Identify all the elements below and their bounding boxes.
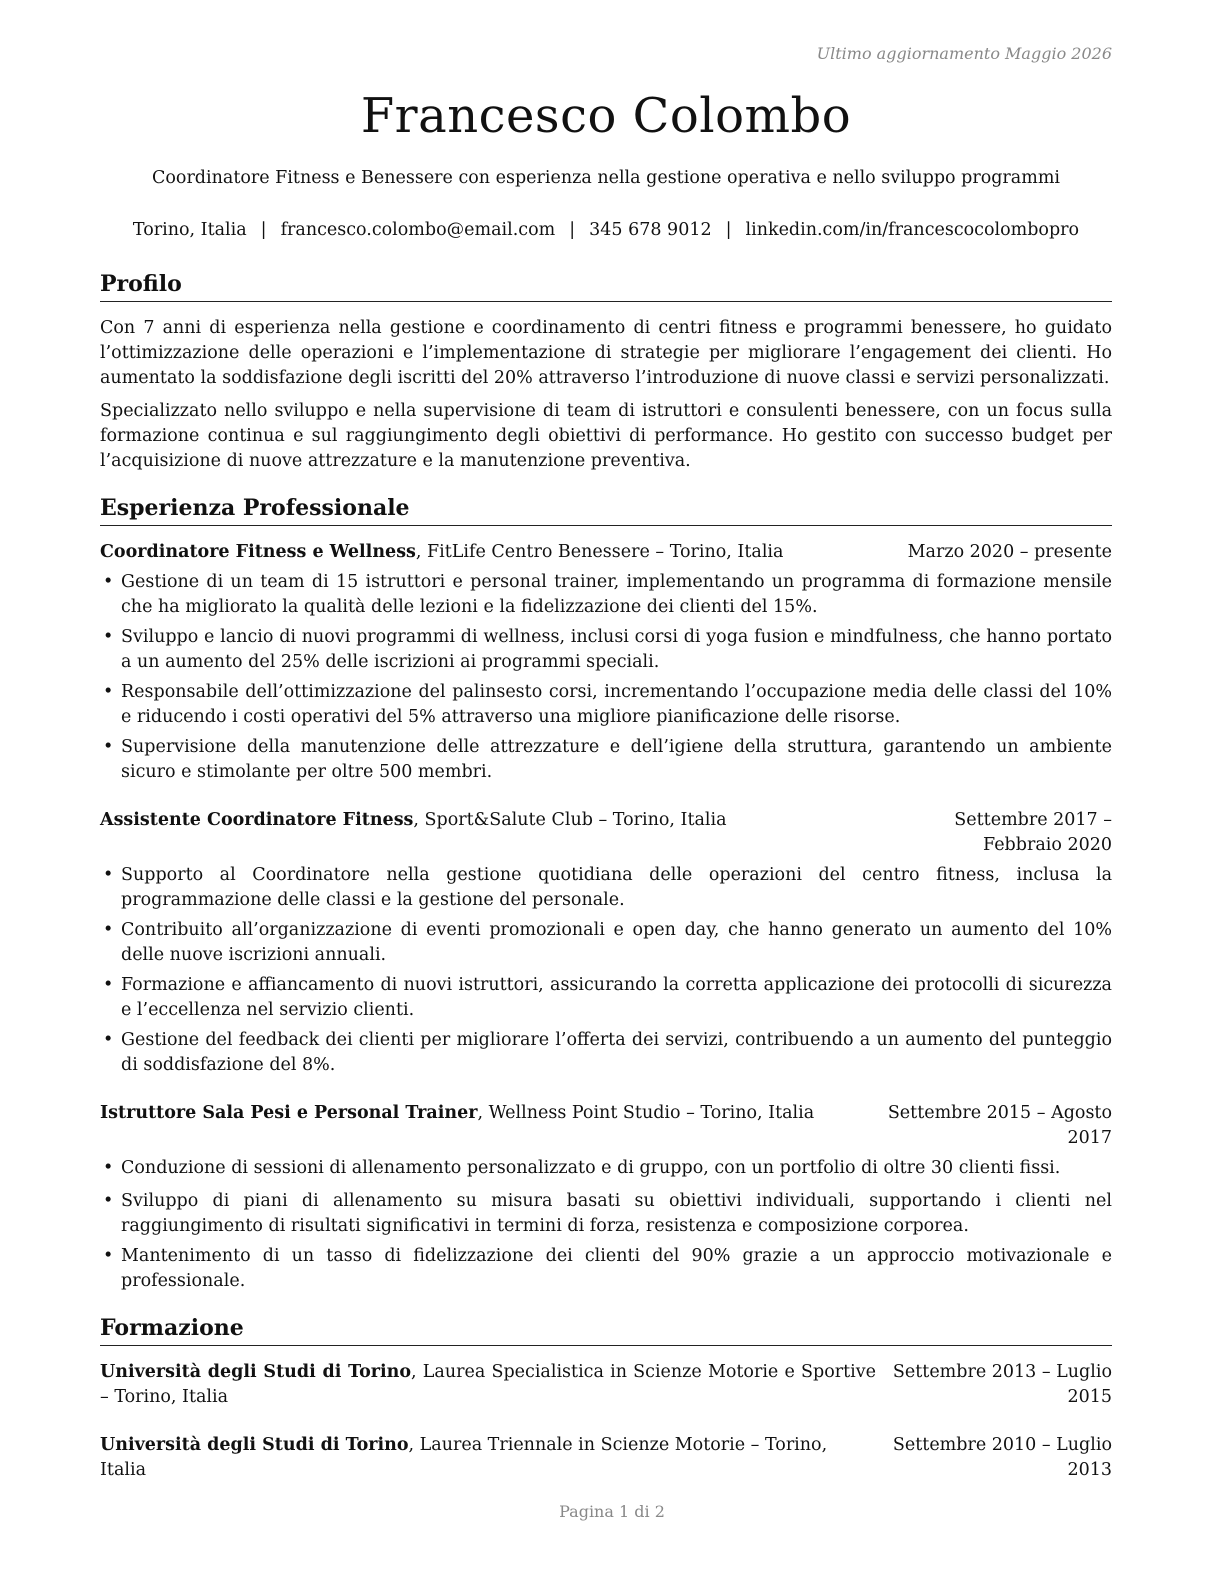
- tagline: Coordinatore Fitness e Benessere con esperienza nella gestione operativa e nello sviluppo programmi: [151, 168, 1061, 188]
- resume-body: [100, 268, 1112, 1483]
- job-bullets: [100, 1156, 1112, 1294]
- section-title-profile: Profilo: [100, 268, 1112, 302]
- job-entry: [100, 540, 1112, 785]
- profile-paragraph: Specializzato nello sviluppo e nella supervisione di team di istruttori e consulenti benessere, con un focus sulla formazione continua e sul raggiungimento degli obiettivi di performance. Ho gestito con successo budget per l’acquisizione di nuove attrezzature e la manutenzione preventiva.: [100, 401, 1112, 471]
- job-bullets: [100, 863, 1112, 1078]
- contact-separator: |: [725, 220, 732, 240]
- candidate-name: Francesco Colombo: [360, 88, 852, 144]
- job-role: Assistente Coordinatore Fitness: [100, 810, 414, 830]
- section-title-education: Formazione: [100, 1312, 1112, 1346]
- page-number: Pagina 1 di 2: [559, 1502, 665, 1521]
- job-bullet: • Mantenimento di un tasso di fidelizzazione dei clienti del 90% grazie a un approccio motivazionale e professionale.: [100, 1244, 1112, 1294]
- job-bullet: • Gestione di un team di 15 istruttori e personal trainer, implementando un programma di formazione mensile che ha migliorato la qualità delle lezioni e la fidelizzazione dei clienti del 15%.: [100, 570, 1112, 620]
- job-bullet: • Contribuito all’organizzazione di eventi promozionali e open day, che hanno generato un aumento del 10% delle nuove iscrizioni annuali.: [100, 918, 1112, 968]
- job-bullet: • Sviluppo di piani di allenamento su misura basati su obiettivi individuali, supportando i clienti nel raggiungimento di risultati significativi in termini di forza, resistenza e composizione corporea.: [100, 1189, 1112, 1239]
- section-title-experience: Esperienza Professionale: [100, 492, 1112, 526]
- job-bullet: • Conduzione di sessioni di allenamento personalizzato e di gruppo, con un portfolio di oltre 30 clienti fissi.: [100, 1156, 1112, 1181]
- education-dates: Settembre 2013 – Luglio 2015: [892, 1362, 1112, 1407]
- contact-separator: |: [569, 220, 576, 240]
- contact-location: Torino, Italia: [132, 220, 247, 240]
- education-degree: , Laurea Specialistica in Scienze Motorie e Sportive – Torino, Italia: [100, 1362, 876, 1407]
- job-header: [100, 1101, 1112, 1151]
- education-degree: , Laurea Triennale in Scienze Motorie – Torino, Italia: [100, 1435, 828, 1480]
- job-org: , FitLife Centro Benessere – Torino, Italia: [415, 542, 784, 562]
- job-role: Coordinatore Fitness e Wellness: [100, 542, 416, 562]
- job-dates: Settembre 2017 – Febbraio 2020: [954, 810, 1112, 855]
- education-school: Università degli Studi di Torino: [100, 1435, 409, 1455]
- contact-line: [100, 220, 1112, 240]
- job-bullet: • Supporto al Coordinatore nella gestione quotidiana delle operazioni del centro fitness, inclusa la programmazione delle classi e la gestione del personale.: [100, 863, 1112, 913]
- education-entry: [100, 1433, 1112, 1483]
- education-dates: Settembre 2010 – Luglio 2013: [892, 1435, 1112, 1480]
- job-bullet: • Formazione e affiancamento di nuovi istruttori, assicurando la corretta applicazione dei protocolli di sicurezza e l’eccellenza nel servizio clienti.: [100, 973, 1112, 1023]
- section-profile: [100, 268, 1112, 474]
- job-bullet: • Responsabile dell’ottimizzazione del palinsesto corsi, incrementando l’occupazione media delle classi del 10% e riducendo i costi operativi del 5% attraverso una migliore pianificazione delle risorse.: [100, 680, 1112, 730]
- profile-paragraph: Con 7 anni di esperienza nella gestione e coordinamento di centri fitness e programmi benessere, ho guidato l’ottimizzazione delle operazioni e l’implementazione di strategie per migliorare l’engagement dei clienti. Ho aumentato la soddisfazione degli iscritti del 20% attraverso l’introduzione di nuove classi e servizi personalizzati.: [100, 318, 1112, 388]
- job-org: , Wellness Point Studio – Torino, Italia: [477, 1103, 815, 1123]
- job-dates: Marzo 2020 – presente: [907, 542, 1112, 562]
- contact-linkedin[interactable]: linkedin.com/in/francescocolombopro: [745, 220, 1080, 240]
- job-bullet: • Sviluppo e lancio di nuovi programmi di wellness, inclusi corsi di yoga fusion e mindfulness, che hanno portato a un aumento del 25% delle iscrizioni ai programmi speciali.: [100, 625, 1112, 675]
- job-role: Istruttore Sala Pesi e Personal Trainer: [100, 1103, 478, 1123]
- contact-phone: 345 678 9012: [589, 220, 712, 240]
- section-education: [100, 1312, 1112, 1483]
- job-header: [100, 808, 1112, 858]
- job-entry: [100, 808, 1112, 1078]
- education-entry: [100, 1360, 1112, 1410]
- education-school: Università degli Studi di Torino: [100, 1362, 412, 1382]
- section-experience: [100, 492, 1112, 1294]
- job-entry: [100, 1101, 1112, 1294]
- job-bullet: • Gestione del feedback dei clienti per migliorare l’offerta dei servizi, contribuendo a un aumento del punteggio di soddisfazione del 8%.: [100, 1028, 1112, 1078]
- job-header: [100, 540, 1112, 565]
- last-updated: Ultimo aggiornamento Maggio 2026: [816, 44, 1112, 63]
- job-bullet: • Supervisione della manutenzione delle attrezzature e dell’igiene della struttura, garantendo un ambiente sicuro e stimolante per oltre 500 membri.: [100, 735, 1112, 785]
- contact-separator: |: [260, 220, 267, 240]
- job-org: , Sport&Salute Club – Torino, Italia: [413, 810, 727, 830]
- job-dates: Settembre 2015 – Agosto 2017: [887, 1103, 1112, 1148]
- contact-email[interactable]: francesco.colombo@email.com: [280, 220, 556, 240]
- job-bullets: [100, 570, 1112, 785]
